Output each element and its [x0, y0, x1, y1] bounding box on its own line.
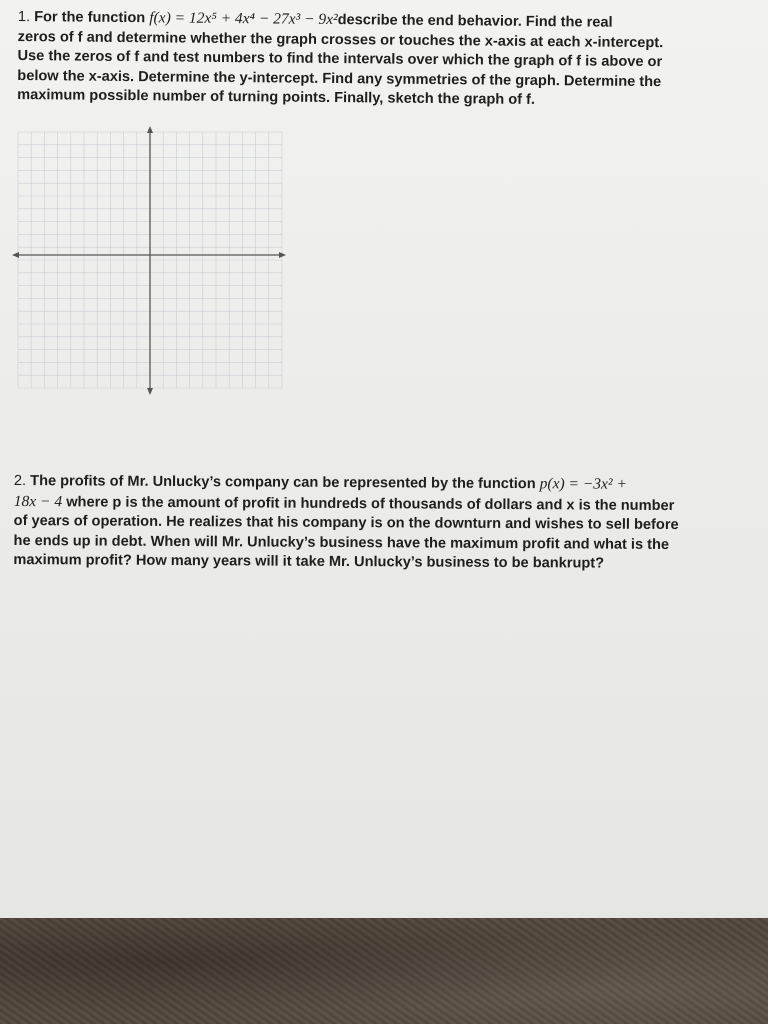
blank-coordinate-grid	[12, 124, 288, 396]
problem-2-function-cont: 18x − 4	[13, 492, 63, 510]
problem-2-line-4: he ends up in debt. When will Mr. Unlucky’s business have the maximum profit and what is the	[13, 532, 670, 553]
problem-1-line-2: zeros of f and determine whether the graph crosses or touches the x-axis at each x-intercept.	[17, 28, 664, 51]
problem-1-intro: For the function	[34, 9, 146, 27]
problem-1	[17, 7, 718, 113]
table-surface	[0, 918, 768, 1024]
problem-1-number: 1.	[17, 8, 31, 26]
x-axis-left-arrow	[12, 252, 19, 258]
problem-2	[13, 471, 714, 575]
problem-2-line-1-text: The profits of Mr. Unlucky’s company can be represented by the function	[30, 473, 536, 493]
y-axis-up-arrow	[147, 126, 153, 133]
problem-1-line-4: below the x-axis. Determine the y-intercept. Find any symmetries of the graph. Determine the	[17, 67, 662, 90]
x-axis-right-arrow	[279, 252, 286, 258]
problem-1-line-5: maximum possible number of turning points. Finally, sketch the graph of f.	[17, 87, 536, 109]
problem-2-line-5: maximum profit? How many years will it take Mr. Unlucky’s business to be bankrupt?	[13, 552, 605, 572]
problem-1-line-1-rest: describe the end behavior. Find the real	[337, 12, 613, 31]
problem-1-function: f(x) = 12x⁵ + 4x⁴ − 27x³ − 9x²	[149, 9, 338, 29]
problem-2-number: 2.	[13, 472, 27, 490]
y-axis-down-arrow	[147, 388, 153, 395]
problem-2-function: p(x) = −3x² +	[539, 475, 627, 493]
problem-2-line-3: of years of operation. He realizes that his company is on the downturn and wishes to sell before	[13, 513, 679, 534]
problem-1-line-3: Use the zeros of f and test numbers to find the intervals over which the graph of f is above or	[17, 48, 663, 71]
problem-2-line-2-rest: where p is the amount of profit in hundreds of thousands of dollars and x is the number	[66, 493, 675, 514]
